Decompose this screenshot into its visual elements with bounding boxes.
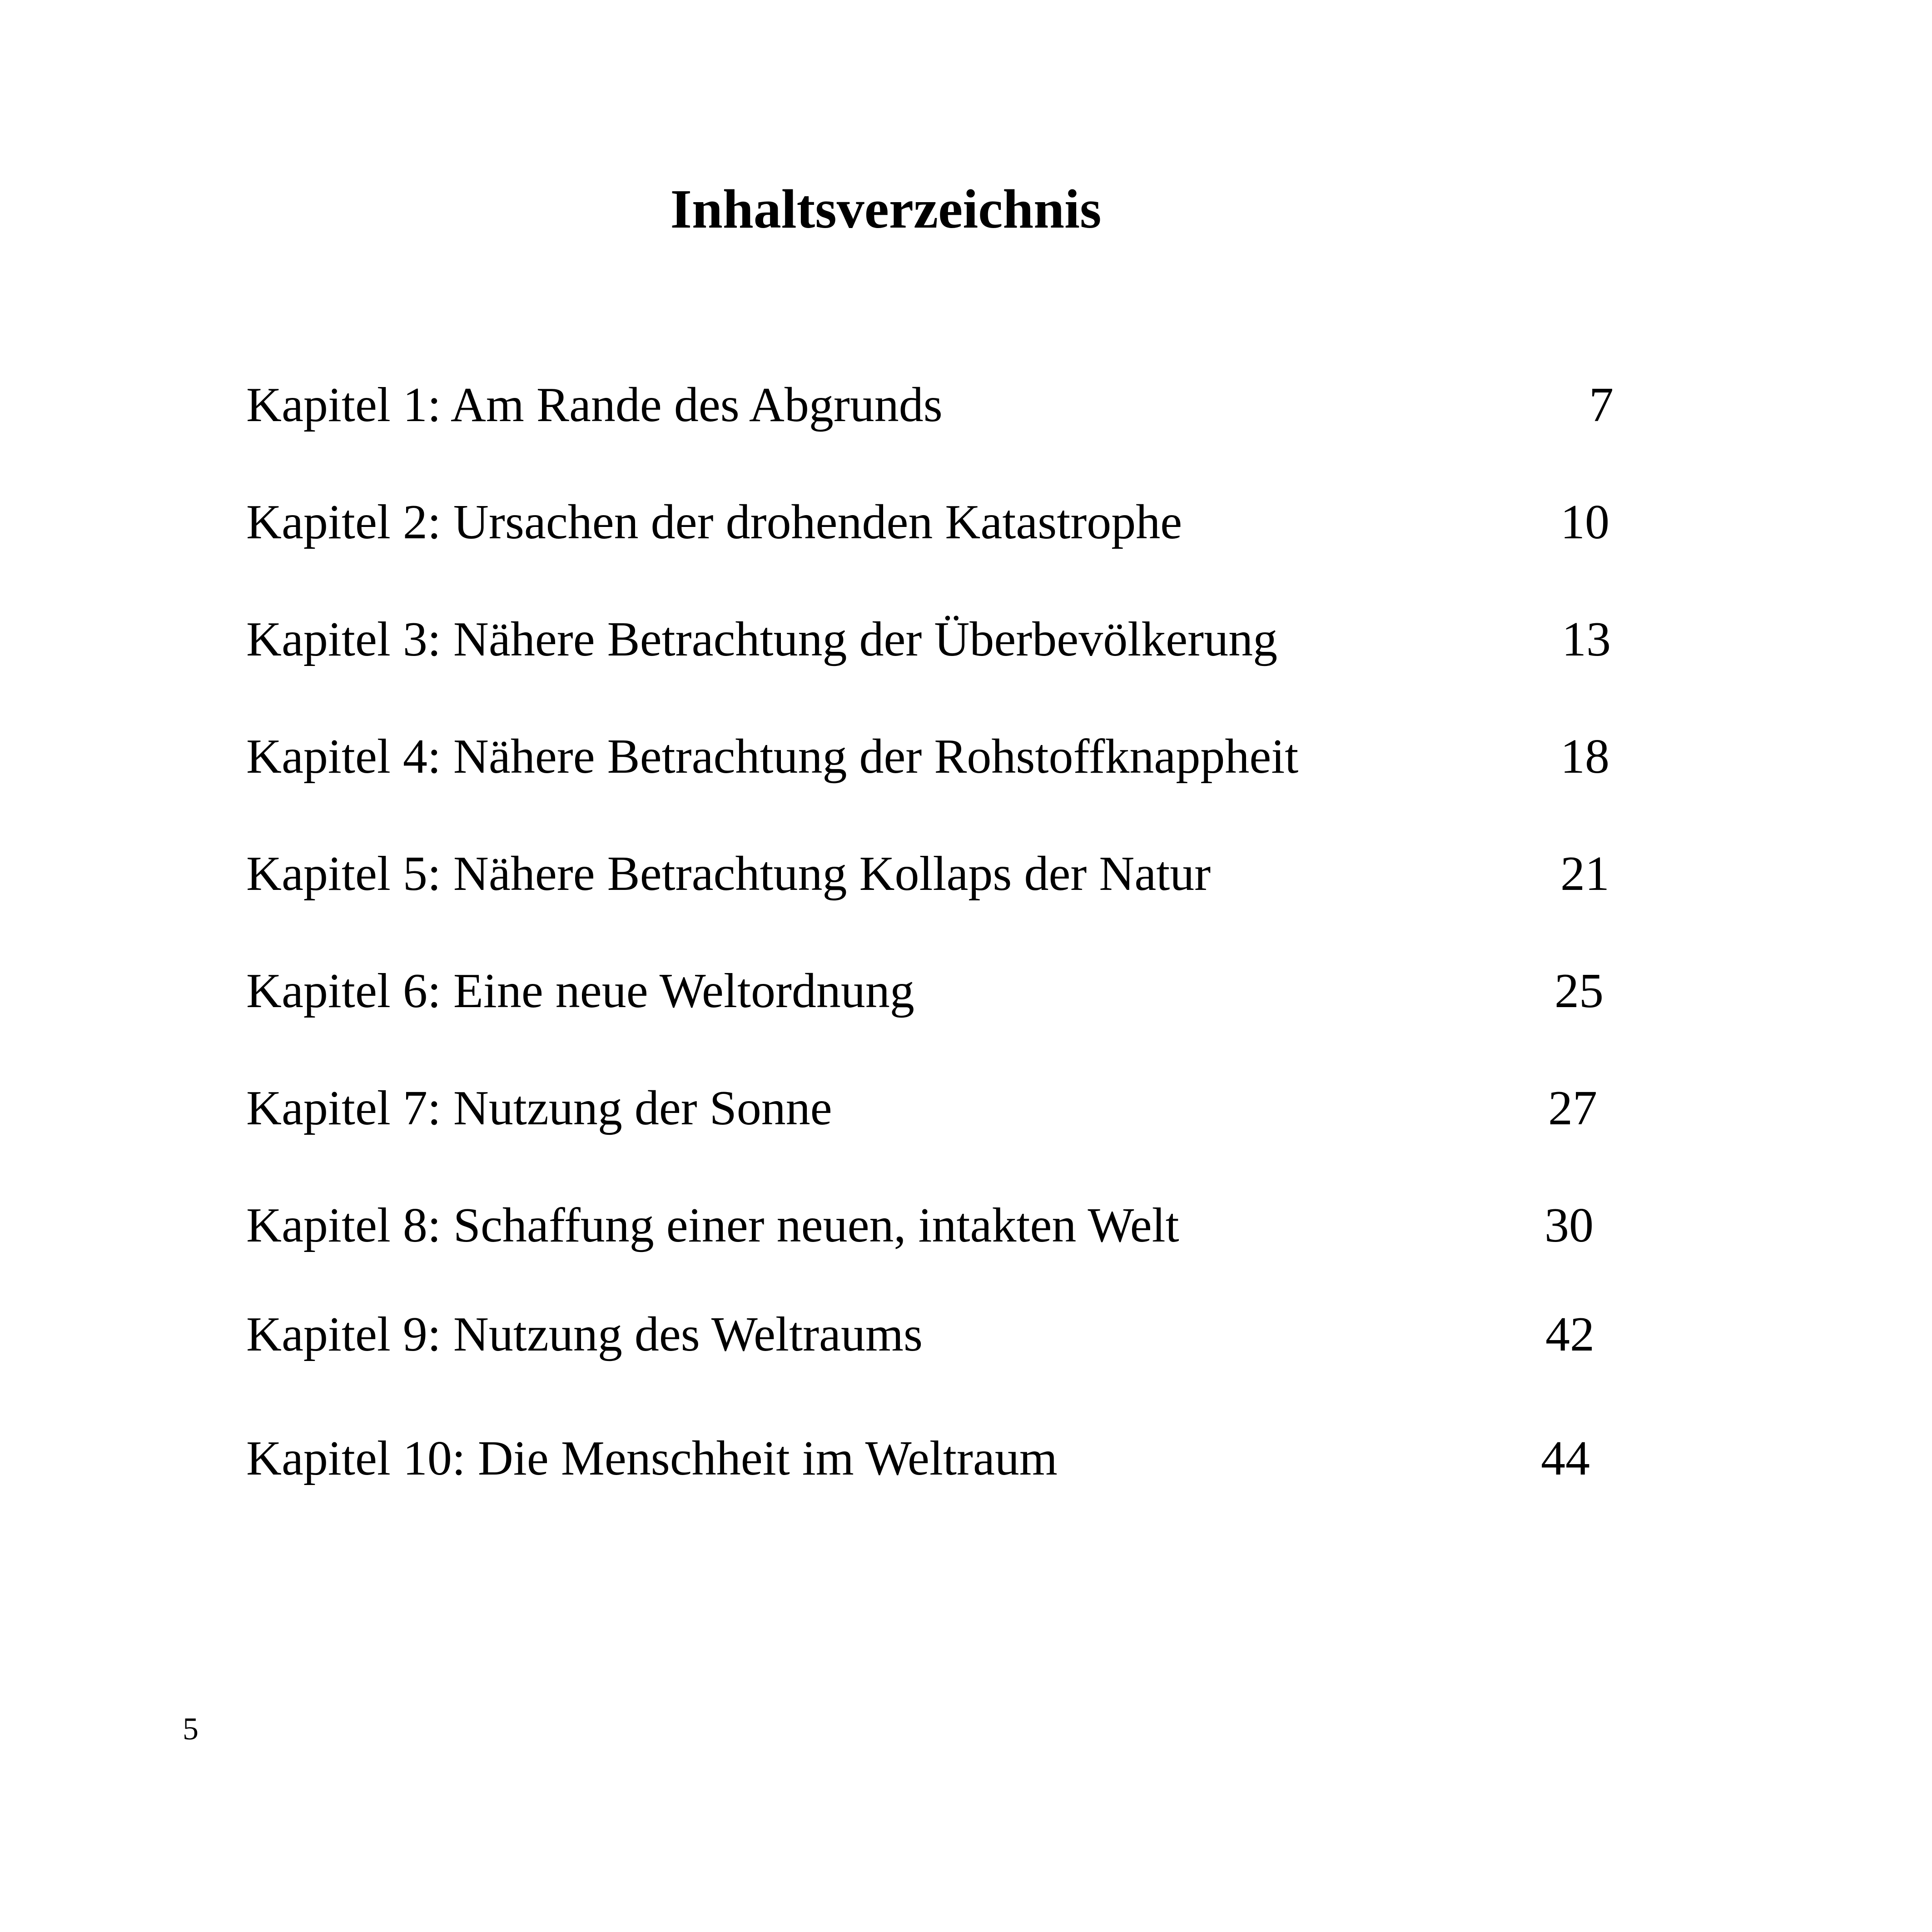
page-number: 5 bbox=[183, 1712, 199, 1747]
toc-entry-page: 42 bbox=[1545, 1307, 1594, 1361]
toc-entry-title: Kapitel 5: Nähere Betrachtung Kollaps der Natur bbox=[246, 847, 1211, 901]
toc-entry-title: Kapitel 7: Nutzung der Sonne bbox=[246, 1081, 832, 1135]
toc-heading: Inhaltsverzeichnis bbox=[670, 179, 1102, 240]
toc-entry-page: 25 bbox=[1555, 964, 1604, 1018]
toc-entry-title: Kapitel 8: Schaffung einer neuen, intakten Welt bbox=[246, 1198, 1179, 1252]
toc-entry-page: 30 bbox=[1545, 1198, 1594, 1252]
toc-entry-title: Kapitel 6: Eine neue Weltordnung bbox=[246, 964, 914, 1018]
toc-entry-title: Kapitel 4: Nähere Betrachtung der Rohstoffknappheit bbox=[246, 730, 1299, 784]
toc-entry-page: 10 bbox=[1560, 495, 1609, 549]
toc-entry-page: 21 bbox=[1560, 847, 1609, 901]
toc-entry-page: 7 bbox=[1589, 378, 1614, 432]
toc-entry-title: Kapitel 9: Nutzung des Weltraums bbox=[246, 1307, 923, 1361]
toc-entry-title: Kapitel 10: Die Menschheit im Weltraum bbox=[246, 1431, 1058, 1485]
toc-entry-title: Kapitel 3: Nähere Betrachtung der Überbevölkerung bbox=[246, 612, 1278, 666]
toc-entry-page: 13 bbox=[1562, 612, 1611, 666]
toc-entry-title: Kapitel 1: Am Rande des Abgrunds bbox=[246, 378, 943, 432]
toc-entry-page: 18 bbox=[1560, 730, 1609, 784]
toc-entry-page: 44 bbox=[1541, 1431, 1590, 1485]
toc-entry-page: 27 bbox=[1548, 1081, 1597, 1135]
toc-entry-title: Kapitel 2: Ursachen der drohenden Katastrophe bbox=[246, 495, 1182, 549]
